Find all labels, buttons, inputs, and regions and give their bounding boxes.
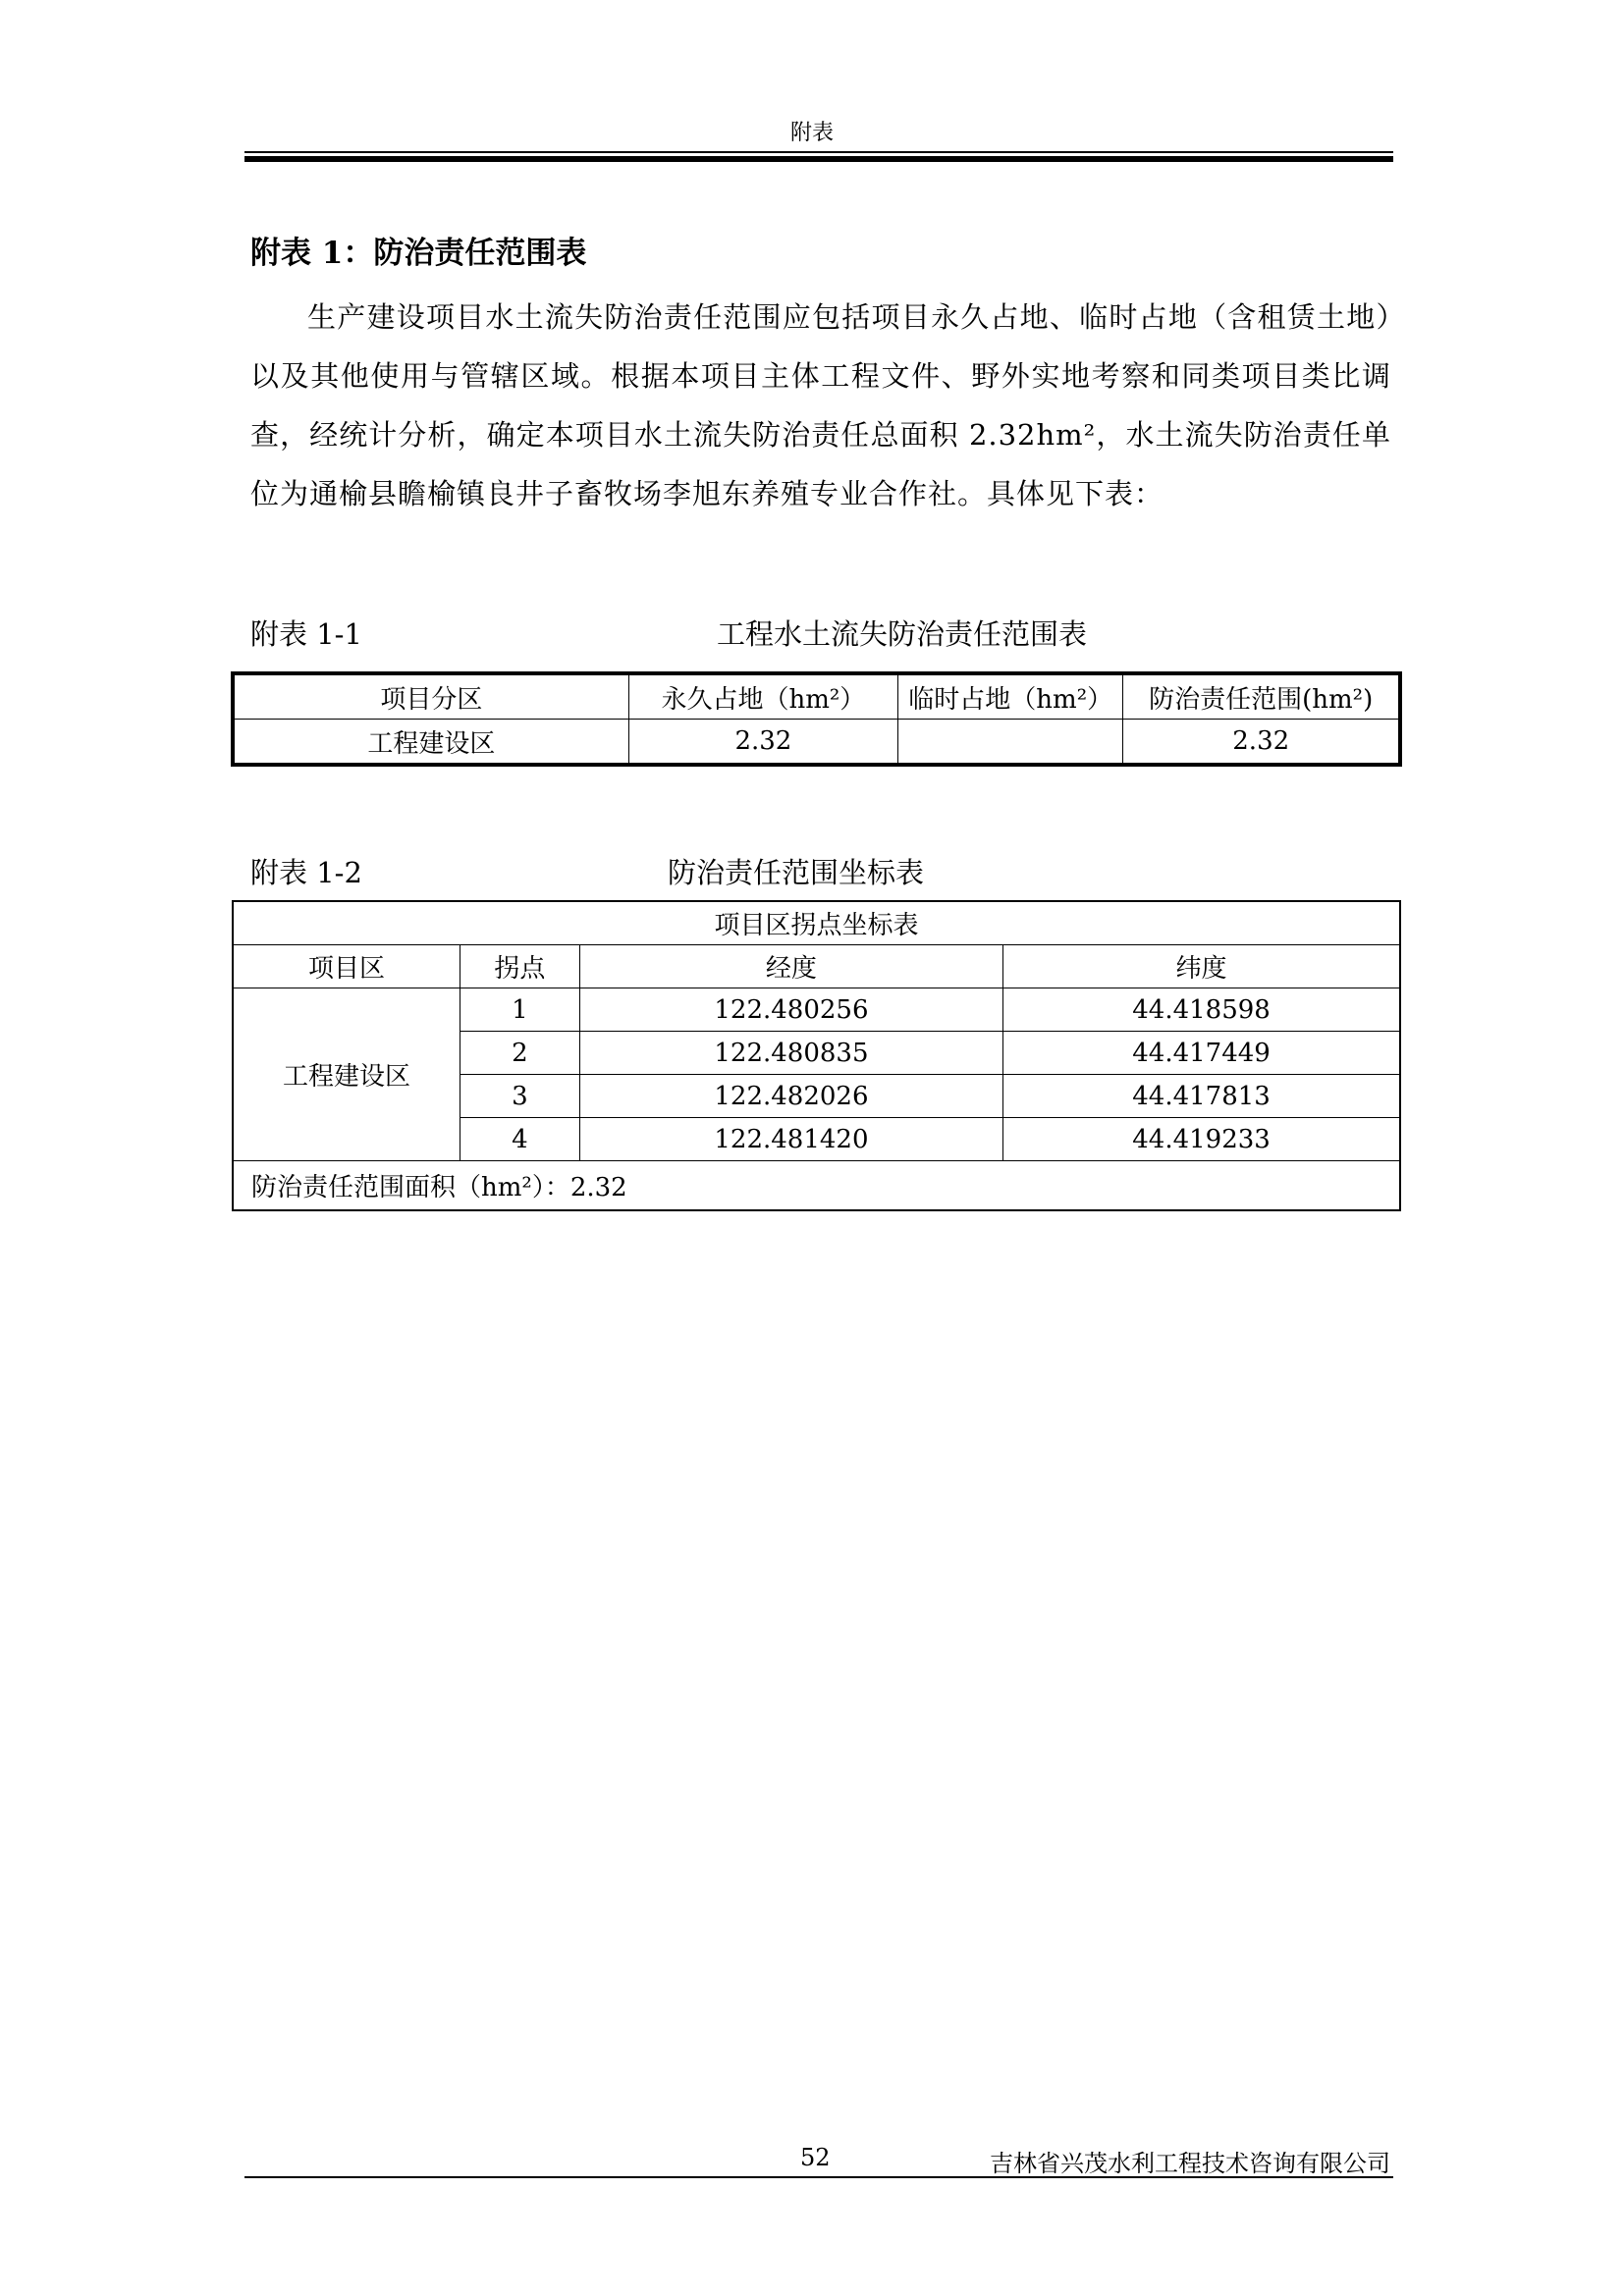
header-cell: 永久占地（hm²） — [628, 673, 897, 720]
longitude-cell: 122.482026 — [579, 1075, 1002, 1118]
footer-rule — [244, 2176, 1393, 2178]
header-rule-thin — [244, 151, 1393, 153]
body-paragraph: 生产建设项目水土流失防治责任范围应包括项目永久占地、临时占地（含租赁土地）以及其他使用与管辖区域。根据本项目主体工程文件、野外实地考察和同类项目类比调查，经统计分析，确定本项目水土流失防治责任总面积 2.32hm²，水土流失防治责任单位为通榆县瞻榆镇良井子畜牧场李旭东养殖专业合作社。具体见下表： — [250, 300, 1391, 510]
latitude-cell: 44.418598 — [1003, 988, 1400, 1032]
latitude-cell: 44.417813 — [1003, 1075, 1400, 1118]
table-cell: 2.32 — [1123, 720, 1400, 766]
table2-caption — [250, 851, 1391, 890]
header-cell: 拐点 — [460, 945, 580, 988]
area-name-cell: 工程建设区 — [233, 988, 460, 1161]
table1-title: 工程水土流失防治责任范围表 — [717, 617, 1088, 651]
point-cell: 1 — [460, 988, 580, 1032]
latitude-cell: 44.419233 — [1003, 1118, 1400, 1161]
header-rule-thick — [244, 156, 1393, 162]
company-name: 吉林省兴茂水利工程技术咨询有限公司 — [990, 2150, 1390, 2177]
table-cell: 工程建设区 — [233, 720, 628, 766]
longitude-cell: 122.480256 — [579, 988, 1002, 1032]
table-header-row — [233, 673, 1400, 720]
section-title: 附表 1：防治责任范围表 — [250, 236, 587, 271]
table2-number: 附表 1-2 — [250, 856, 362, 889]
point-cell: 2 — [460, 1032, 580, 1075]
point-cell: 3 — [460, 1075, 580, 1118]
table-subtitle: 项目区拐点坐标表 — [233, 901, 1400, 945]
table-cell — [898, 720, 1123, 766]
coordinate-table — [232, 900, 1401, 1211]
header-cell: 经度 — [579, 945, 1002, 988]
longitude-cell: 122.480835 — [579, 1032, 1002, 1075]
table1-number: 附表 1-1 — [250, 617, 362, 651]
header-cell: 纬度 — [1003, 945, 1400, 988]
latitude-cell: 44.417449 — [1003, 1032, 1400, 1075]
table-row — [233, 720, 1400, 766]
header-cell: 临时占地（hm²） — [898, 673, 1123, 720]
header-cell: 防治责任范围(hm²) — [1123, 673, 1400, 720]
area-total-footer: 防治责任范围面积（hm²）：2.32 — [233, 1161, 1400, 1211]
table1-caption — [250, 613, 1391, 652]
longitude-cell: 122.481420 — [579, 1118, 1002, 1161]
responsibility-range-table — [231, 671, 1402, 767]
table-header-row — [233, 945, 1400, 988]
point-cell: 4 — [460, 1118, 580, 1161]
table-row — [233, 988, 1400, 1032]
running-header: 附表 — [789, 121, 834, 145]
header-cell: 项目分区 — [233, 673, 628, 720]
table2-title: 防治责任范围坐标表 — [668, 856, 925, 889]
page-number: 52 — [800, 2144, 831, 2171]
table-cell: 2.32 — [628, 720, 897, 766]
header-cell: 项目区 — [233, 945, 460, 988]
